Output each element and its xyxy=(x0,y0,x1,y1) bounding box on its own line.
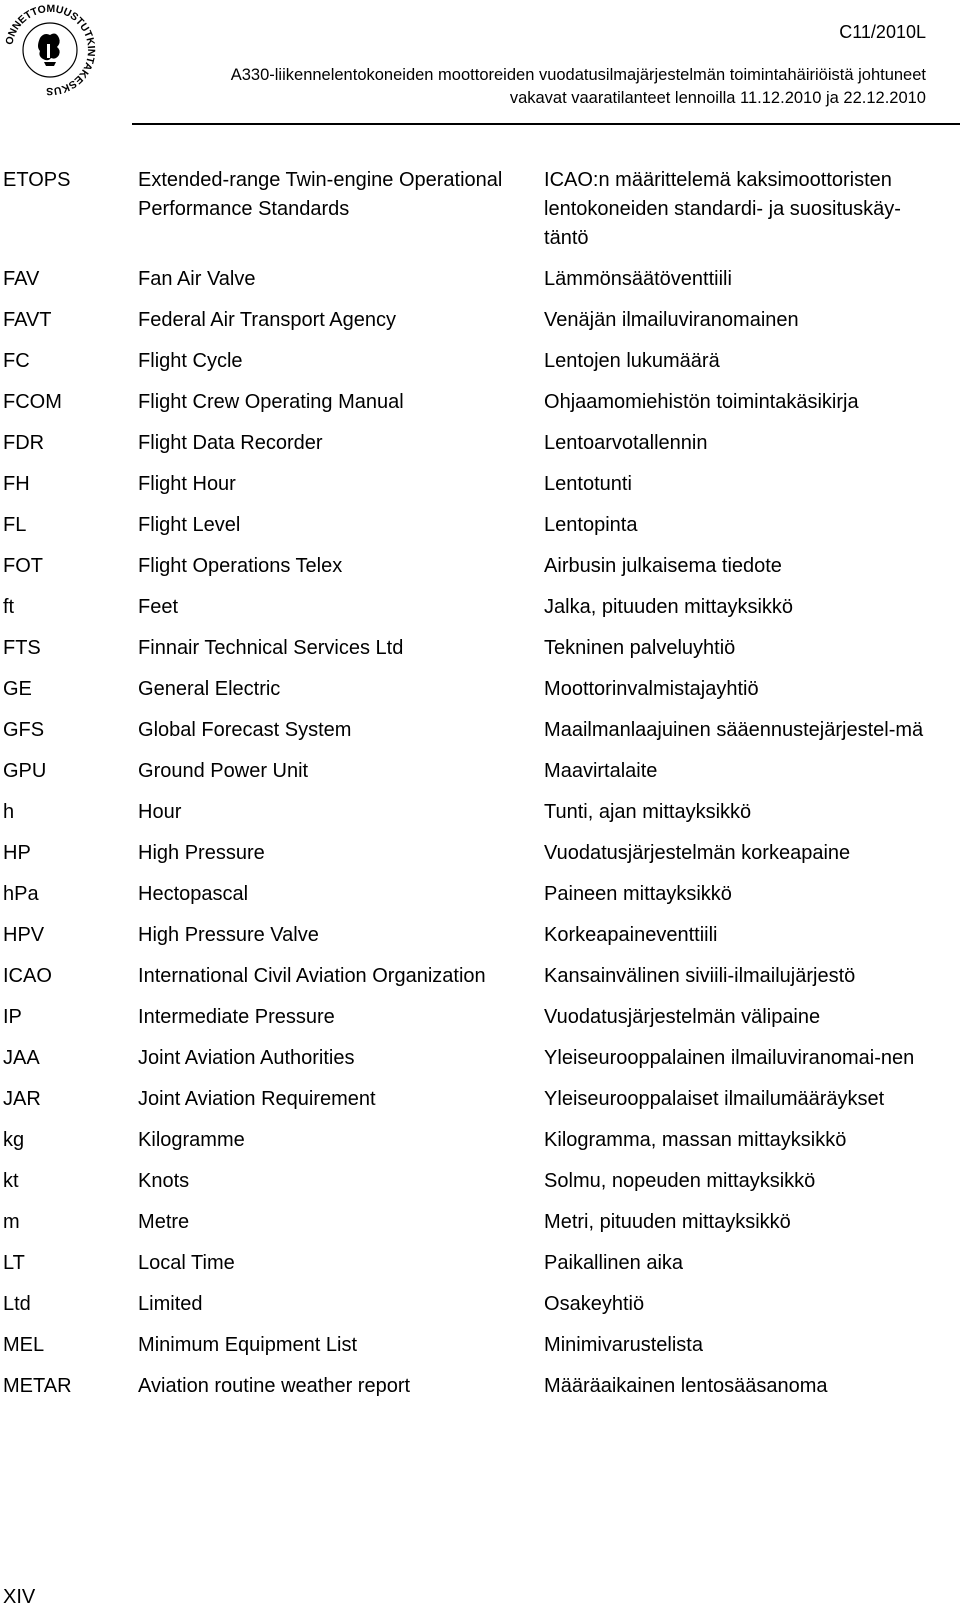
abbreviation-cell: JAA xyxy=(3,1047,40,1069)
abbreviation-cell: hPa xyxy=(3,883,39,905)
english-term-cell: Feet xyxy=(138,596,179,618)
table-row xyxy=(0,388,945,429)
english-term-cell: High Pressure Valve xyxy=(138,924,319,946)
abbreviation-cell: JAR xyxy=(3,1088,41,1110)
english-term-cell: Flight Level xyxy=(138,514,241,536)
abbreviation-cell: Ltd xyxy=(3,1293,31,1315)
english-term-cell: Metre xyxy=(138,1211,190,1233)
finnish-term-cell: Paineen mittayksikkö xyxy=(544,883,732,905)
abbreviation-cell: ETOPS xyxy=(3,169,71,191)
table-row xyxy=(0,1331,945,1372)
finnish-term-cell: Kilogramma, massan mittayksikkö xyxy=(544,1129,847,1151)
english-term-cell: Ground Power Unit xyxy=(138,760,309,782)
abbreviation-cell: IP xyxy=(3,1006,22,1028)
abbreviation-cell: GE xyxy=(3,678,32,700)
table-row xyxy=(0,921,945,962)
table-row xyxy=(0,347,945,388)
finnish-term-cell: Korkeapaineventtiili xyxy=(544,924,718,946)
table-row xyxy=(0,511,945,552)
finnish-term-cell: Määräaikainen lentosääsanoma xyxy=(544,1375,828,1397)
english-term-cell: Hectopascal xyxy=(138,883,249,905)
finnish-term-cell: Vuodatusjärjestelmän korkeapaine xyxy=(544,842,851,864)
english-term-cell: Limited xyxy=(138,1293,203,1315)
english-term-cell: Kilogramme xyxy=(138,1129,245,1151)
report-title xyxy=(146,64,926,110)
table-row xyxy=(0,880,945,921)
english-term-cell: Intermediate Pressure xyxy=(138,1006,335,1028)
abbreviation-cell: FTS xyxy=(3,637,41,659)
english-term-cell: Hour xyxy=(138,801,182,823)
table-row xyxy=(0,716,945,757)
english-term-cell: Minimum Equipment List xyxy=(138,1334,357,1356)
abbreviation-cell: kg xyxy=(3,1129,25,1151)
page-number: XIV xyxy=(3,1586,36,1608)
english-term-cell: Flight Hour xyxy=(138,473,236,495)
english-term-cell: Flight Cycle xyxy=(138,350,243,372)
table-row xyxy=(0,1003,945,1044)
finnish-term-cell: Ohjaamomiehistön toimintakäsikirja xyxy=(544,391,859,413)
abbreviation-cell: FDR xyxy=(3,432,45,454)
abbreviation-cell: FAV xyxy=(3,268,40,290)
finnish-term-cell: Vuodatusjärjestelmän välipaine xyxy=(544,1006,821,1028)
table-row xyxy=(0,1372,945,1413)
english-term-cell: Knots xyxy=(138,1170,190,1192)
finnish-term-cell: Lentoarvotallennin xyxy=(544,432,708,454)
english-term-cell: Global Forecast System xyxy=(138,719,352,741)
finnish-term-cell: Yleiseurooppalaiset ilmailumääräykset xyxy=(544,1088,885,1110)
finnish-term-cell: Lentojen lukumäärä xyxy=(544,350,720,372)
table-row xyxy=(0,1167,945,1208)
finnish-term-cell: Maailmanlaajuinen sääennustejärjestel-mä xyxy=(544,719,924,741)
english-term-cell: Fan Air Valve xyxy=(138,268,256,290)
report-title-line-1: A330-liikennelentokoneiden moottoreiden vuodatusilmajärjestelmän toimintahäiriöistä johtuneet xyxy=(230,66,926,84)
finnish-term-cell: Maavirtalaite xyxy=(544,760,658,782)
finnish-term-cell: Minimivarustelista xyxy=(544,1334,703,1356)
table-row xyxy=(0,306,945,347)
english-term-cell: Local Time xyxy=(138,1252,235,1274)
abbreviation-cell: ICAO xyxy=(3,965,52,987)
table-row xyxy=(0,1208,945,1249)
english-term-cell: High Pressure xyxy=(138,842,265,864)
finnish-term-cell: Tunti, ajan mittayksikkö xyxy=(544,801,752,823)
abbreviation-cell: HPV xyxy=(3,924,45,946)
abbreviation-cell: FAVT xyxy=(3,309,52,331)
english-term-cell: Finnair Technical Services Ltd xyxy=(138,637,404,659)
finnish-term-cell: Moottorinvalmistajayhtiö xyxy=(544,678,759,700)
english-term-cell: Aviation routine weather report xyxy=(138,1375,411,1397)
report-title-line-2: vakavat vaaratilanteet lennoilla 11.12.2010 ja 22.12.2010 xyxy=(509,89,926,107)
english-term-cell: Joint Aviation Authorities xyxy=(138,1047,355,1069)
abbreviation-cell: kt xyxy=(3,1170,19,1192)
english-term-cell: Flight Data Recorder xyxy=(138,432,323,454)
table-row xyxy=(0,1290,945,1331)
table-row xyxy=(0,1126,945,1167)
abbreviation-cell: FH xyxy=(3,473,30,495)
finnish-term-cell: Kansainvälinen siviili-ilmailujärjestö xyxy=(544,965,856,987)
organization-seal-logo xyxy=(0,0,100,100)
abbreviation-cell: FC xyxy=(3,350,30,372)
table-row xyxy=(0,1085,945,1126)
finnish-term-cell: Solmu, nopeuden mittayksikkö xyxy=(544,1170,816,1192)
table-row xyxy=(0,1249,945,1290)
document-code: C11/2010L xyxy=(839,22,926,42)
abbreviation-cell: FL xyxy=(3,514,27,536)
abbreviation-cell: ft xyxy=(3,596,15,618)
abbreviation-cell: h xyxy=(3,801,15,823)
finnish-term-cell: Lentotunti xyxy=(544,473,632,495)
abbreviation-cell: GFS xyxy=(3,719,45,741)
abbreviation-cell: m xyxy=(3,1211,20,1233)
table-row xyxy=(0,470,945,511)
table-row xyxy=(0,798,945,839)
finnish-term-cell: Airbusin julkaisema tiedote xyxy=(544,555,782,577)
abbreviation-cell: FOT xyxy=(3,555,43,577)
english-term-cell: Federal Air Transport Agency xyxy=(138,309,396,331)
abbreviation-cell: HP xyxy=(3,842,31,864)
svg-text:ONNETTOMUUSTUTKINTAKESKUS: ONNETTOMUUSTUTKINTAKESKUS xyxy=(3,2,98,98)
english-term-cell: Extended-range Twin-engine Operational Performance Standards xyxy=(138,169,503,220)
table-row xyxy=(0,593,945,634)
abbreviation-cell: METAR xyxy=(3,1375,72,1397)
finnish-term-cell: Osakeyhtiö xyxy=(544,1293,645,1315)
finnish-term-cell: Lämmönsäätöventtiili xyxy=(544,268,732,290)
table-row xyxy=(0,1044,945,1085)
table-row xyxy=(0,429,945,470)
table-row xyxy=(0,839,945,880)
finnish-term-cell: Venäjän ilmailuviranomainen xyxy=(544,309,799,331)
english-term-cell: International Civil Aviation Organization xyxy=(138,965,486,987)
table-row xyxy=(0,634,945,675)
english-term-cell: Flight Crew Operating Manual xyxy=(138,391,404,413)
table-row xyxy=(0,962,945,1003)
finnish-term-cell: Metri, pituuden mittayksikkö xyxy=(544,1211,791,1233)
finnish-term-cell: Tekninen palveluyhtiö xyxy=(544,637,736,659)
table-row xyxy=(0,675,945,716)
abbreviation-cell: GPU xyxy=(3,760,47,782)
abbreviation-cell: FCOM xyxy=(3,391,62,413)
english-term-cell: Flight Operations Telex xyxy=(138,555,343,577)
english-term-cell: Joint Aviation Requirement xyxy=(138,1088,376,1110)
english-term-cell: General Electric xyxy=(138,678,281,700)
finnish-term-cell: ICAO:n määrittelemä kaksimoottoristen lentokoneiden standardi- ja suosituskäy-täntö xyxy=(544,169,901,249)
abbreviation-cell: LT xyxy=(3,1252,25,1274)
finnish-term-cell: Yleiseurooppalainen ilmailuviranomai-nen xyxy=(544,1047,915,1069)
finnish-term-cell: Paikallinen aika xyxy=(544,1252,684,1274)
table-row xyxy=(0,265,945,306)
abbreviations-table xyxy=(0,166,945,1413)
finnish-term-cell: Lentopinta xyxy=(544,514,638,536)
header-divider xyxy=(132,123,960,125)
table-row xyxy=(0,552,945,593)
table-row xyxy=(0,757,945,798)
table-row xyxy=(0,166,945,265)
abbreviation-cell: MEL xyxy=(3,1334,45,1356)
finnish-term-cell: Jalka, pituuden mittayksikkö xyxy=(544,596,794,618)
